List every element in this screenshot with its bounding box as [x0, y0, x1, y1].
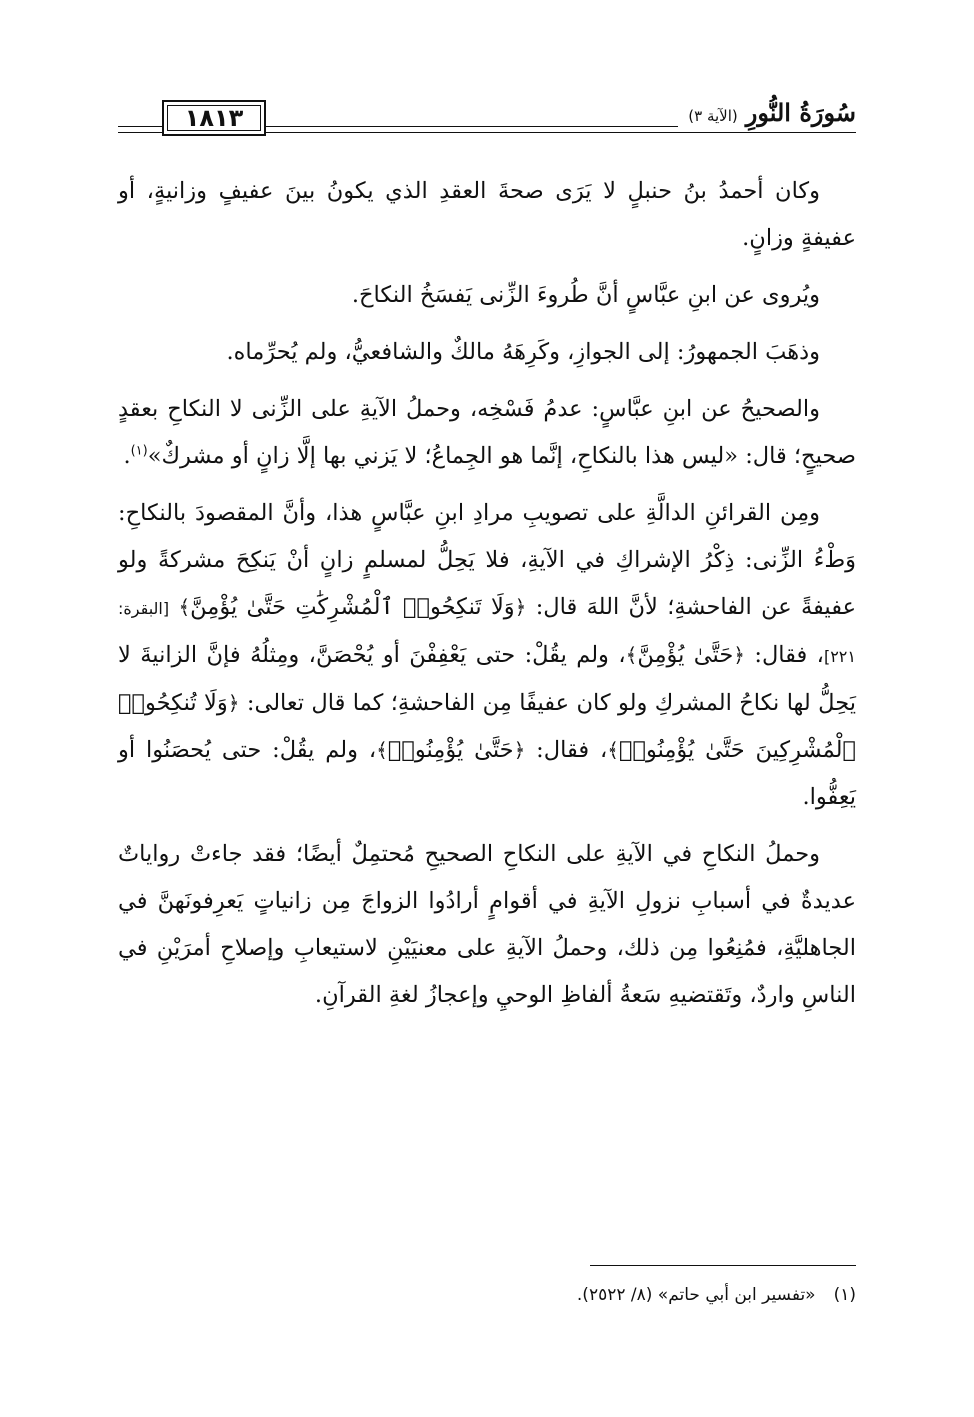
page-number: ١٨١٣: [184, 104, 244, 132]
quran-bracket-open: ﴿: [227, 691, 240, 715]
page-header: [118, 92, 856, 142]
paragraph-1: وكان أحمدُ بنُ حنبلٍ لا يَرَى صحةَ العقدِ الذي يكونُ بينَ عفيفٍ وزانيةٍ، أو عفيفةٍ وزانٍ.: [118, 178, 856, 251]
quran-bracket-open: ﴿: [513, 738, 526, 762]
paragraph-4-text: والصحيحُ عن ابنِ عبَّاسٍ: عدمُ فَسْخِه، وحملُ الآيةِ على الزِّنى لا النكاحِ بعقدٍ صحيحٍ؛ قال: «ليس هذا بالنكاحِ، إنَّما هو الجِماعُ؛ لا يَزني بها إلَّا زانٍ أو مشركٌ»: [118, 396, 856, 469]
footnote-text: «تفسير ابن أبي حاتم» (٨/ ٢٥٢٢).: [576, 1285, 816, 1305]
paragraph-4: [118, 386, 856, 480]
paragraph-5-text-b: ، فقال:: [754, 642, 824, 668]
quran-bracket-open: ﴿: [733, 643, 745, 667]
quran-quote-3: وَلَا تُنكِحُوا۟ ٱلْمُشْرِكِينَ حَتَّىٰ يُؤْمِنُوا۟: [118, 690, 856, 763]
page-body: [118, 168, 856, 1029]
quran-quote-2: حَتَّىٰ يُؤْمِنَّ: [637, 642, 734, 668]
quran-citation: [البقرة: ٢٢١]: [118, 599, 856, 666]
quran-bracket-close: ﴾: [178, 595, 191, 619]
paragraph-4-end: .: [123, 443, 131, 469]
quran-bracket-close: ﴾: [376, 738, 388, 762]
quran-bracket-open: ﴿: [514, 595, 527, 619]
quran-quote-4: حَتَّىٰ يُؤْمِنُوا۟: [387, 737, 514, 763]
paragraph-2: ويُروى عن ابنِ عبَّاسٍ أنَّ طُروءَ الزِّنى يَفسَخُ النكاحَ.: [351, 282, 820, 308]
paragraph-6: وحملُ النكاحِ في الآيةِ على النكاحِ الصحيحِ مُحتمِلٌ أيضًا؛ فقد جاءتْ رواياتٌ عديدةٌ في أسبابِ نزولِ الآيةِ في أقوامٍ أرادُوا الزواجَ مِن زانياتٍ يَعرِفونَهنَّ في الجاهليَّةِ، فمُنِعُوا مِن ذلك، وحملُ الآيةِ على معنيَيْنِ لاستيعابِ وإصلاحِ أمرَيْنِ في الناسِ واردٌ، وتَقتضيهِ سَعةُ ألفاظِ الوحيِ وإعجازُ لغةِ القرآنِ.: [118, 841, 856, 1008]
paragraph-5: [118, 490, 856, 821]
quran-quote-1: وَلَا تَنكِحُوا۟ ٱلْمُشْرِكَٰتِ حَتَّىٰ يُؤْمِنَّ: [190, 594, 515, 620]
footnote-separator: [590, 1265, 856, 1266]
paragraph-5-text-d: ، فقال:: [536, 737, 608, 763]
paragraph-3: وذهَبَ الجمهورُ: إلى الجوازِ، وكَرِهَهُ مالكٌ والشافعيُّ، ولم يُحرِّماه.: [226, 339, 820, 365]
quran-bracket-close: ﴾: [625, 643, 638, 667]
quran-bracket-close: ﴾: [607, 738, 619, 762]
paragraph-5-text-c: ، ولم يقُلْ: حتى يَعْفِفْنَ أو يُحْصَنَّ، ومِثلُهُ فإنَّ الزانيةَ لا يَحِلُّ لها نكاحُ المشركِ ولو كان عفيفًا مِن الفاحشةِ؛ كما قال تعالى:: [118, 642, 857, 716]
running-title: [678, 98, 856, 127]
paragraph-5-text-a: ومِن القرائنِ الدالَّةِ على تصويبِ مرادِ ابنِ عبَّاسٍ هذا، وأنَّ المقصودَ بالنكاحِ: وَطْءُ الزِّنى: ذِكْرُ الإشراكِ في الآيةِ، فلا يَحِلُّ لمسلمٍ زانٍ أنْ يَنكِحَ مشركةً ولو عفيفةً عن الفاحشةِ؛ لأنَّ اللهَ قال:: [118, 500, 857, 620]
footnote-marker: (١): [130, 443, 148, 459]
page-number-frame: [162, 100, 266, 136]
surah-title: سُورَةُ النُّورِ: [745, 98, 856, 127]
footnote-number: (١): [833, 1285, 856, 1305]
ayah-reference: (الآية ٣): [688, 107, 738, 125]
footnote-1: [118, 1280, 856, 1310]
paragraph-5-text-e: ، ولم يقُلْ: حتى يُحصَنُوا أو يَعِفُّوا.: [118, 737, 856, 810]
